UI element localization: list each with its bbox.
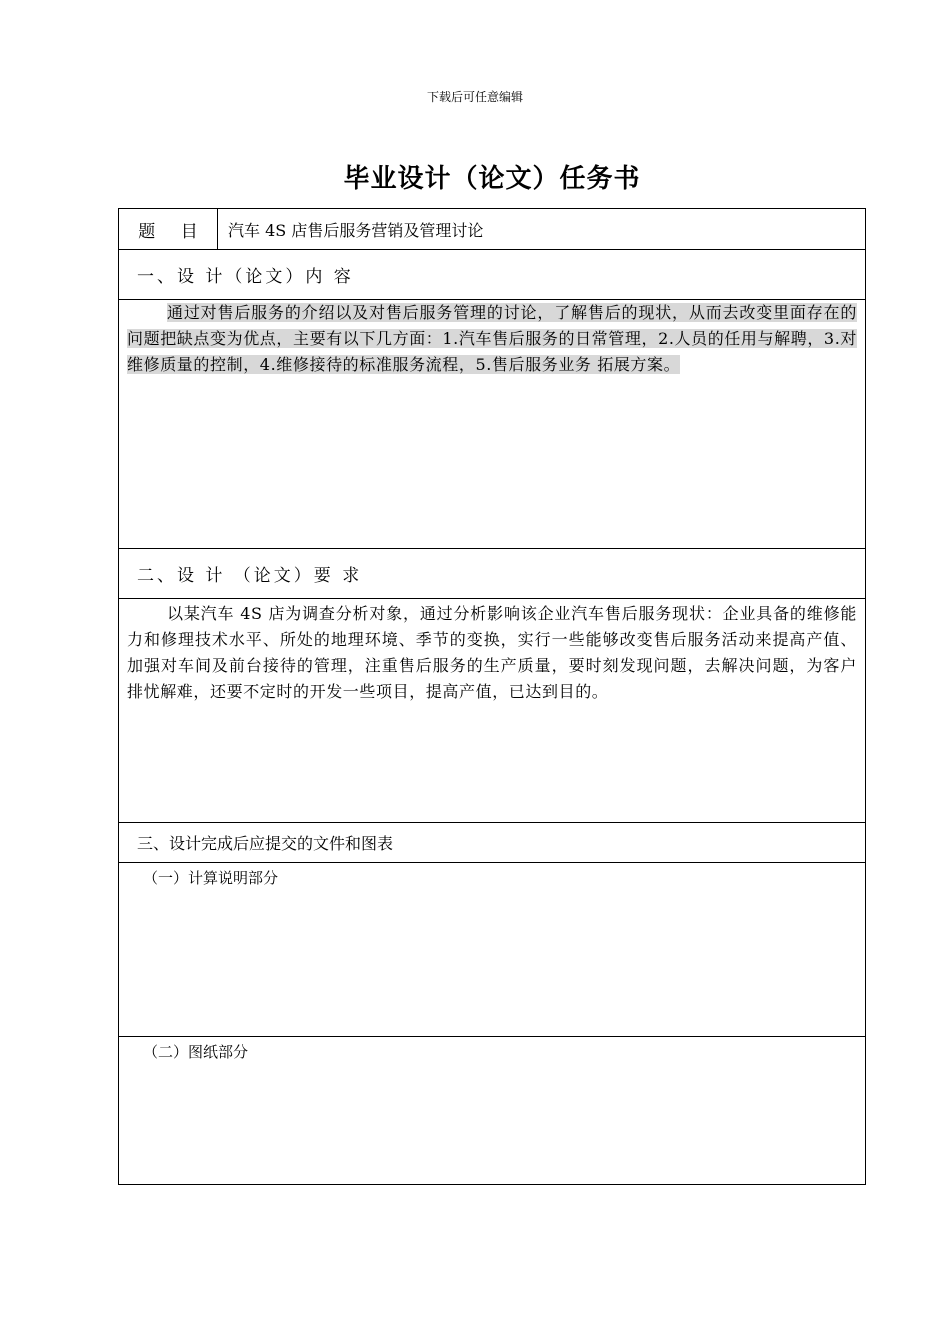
topic-value: 汽车 4S 店售后服务营销及管理讨论 <box>228 220 484 240</box>
topic-row <box>119 209 865 249</box>
section2-content-cell <box>119 598 865 822</box>
page-header: 下载后可任意编辑 <box>426 90 523 104</box>
section1-heading-row <box>119 249 865 299</box>
section2-body-paragraph: 以某汽车 4S 店为调查分析对象，通过分析影响该企业汽车售后服务现状：企业具备的维修能力和修理技术水平、所处的地理环境、季节的变换，实行一些能够改变售后服务活动来提高产值、加强对车间及前台接待的管理，注重售后服务的生产质量，要时刻发现问题，去解决问题，为客户排忧解难，还要不定时的开发一些项目，提高产值，已达到目的。 <box>127 604 857 701</box>
section3-heading: 三、设计完成后应提交的文件和图表 <box>137 834 394 853</box>
section1-content-cell <box>119 299 865 548</box>
section3-sub1-cell <box>119 862 865 1036</box>
task-form-table <box>118 208 866 1185</box>
section2-heading: 二、设 计 （论文）要 求 <box>137 566 363 586</box>
section3-sub2-cell <box>119 1036 865 1184</box>
section1-body-text: 通过对售后服务的介绍以及对售后服务管理的讨论，了解售后的现状，从而去改变里面存在的问题把缺点变为优点，主要有以下几方面：1.汽车售后服务的日常管理，2.人员的任用与解聘，3.对维修质量的控制，4.维修接待的标准服务流程，5.售后服务业务 拓展方案。 <box>127 303 857 374</box>
section3-sub1-label: （一）计算说明部分 <box>143 869 279 887</box>
document-title: 毕业设计（论文）任务书 <box>343 164 641 194</box>
section2-heading-row <box>119 548 865 598</box>
section3-heading-row <box>119 822 865 862</box>
section3-sub2-label: （二）图纸部分 <box>143 1043 249 1061</box>
section1-body-paragraph <box>127 300 857 378</box>
topic-label: 题 目 <box>119 209 218 249</box>
section1-heading: 一、设 计（论文）内 容 <box>137 267 354 287</box>
